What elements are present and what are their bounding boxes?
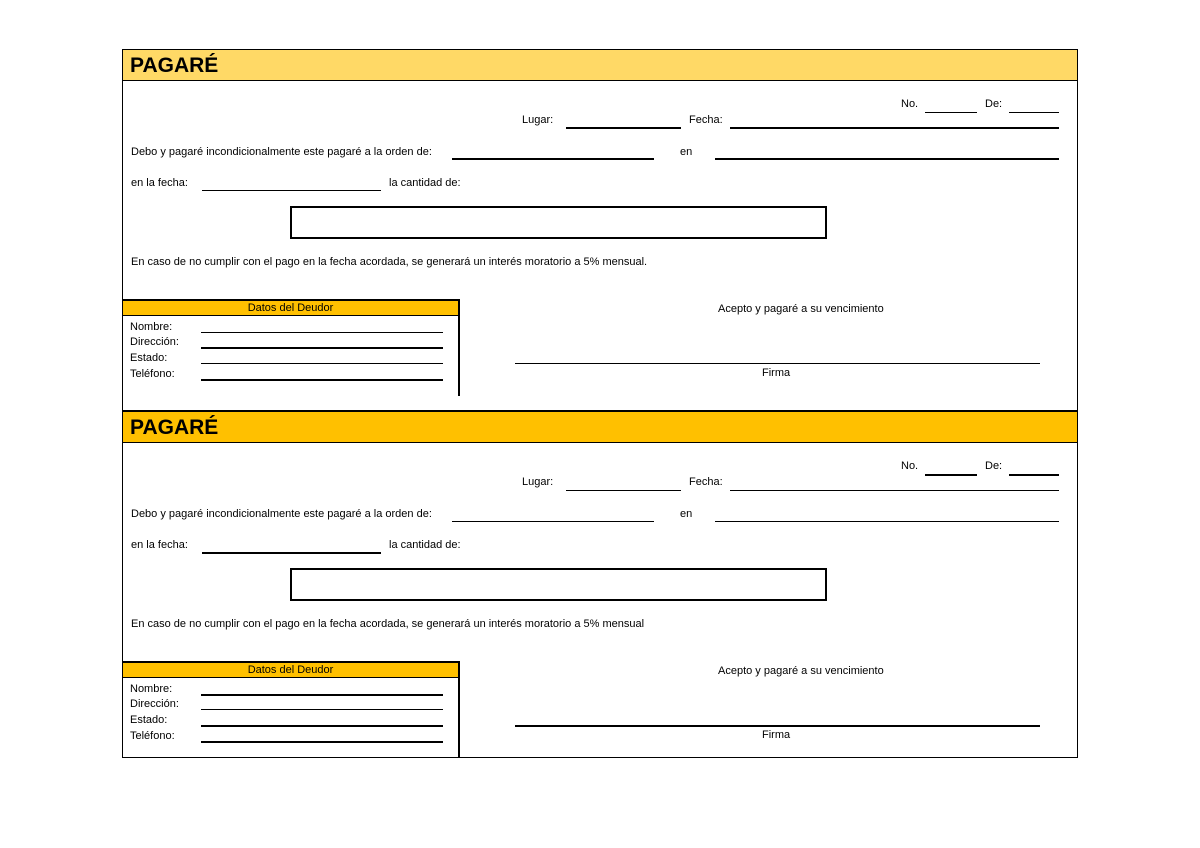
cantidad-box[interactable] xyxy=(290,206,827,239)
estado-field[interactable] xyxy=(201,363,443,364)
nombre-field[interactable] xyxy=(201,332,443,333)
deudor-title: Datos del Deudor xyxy=(123,301,458,316)
no-field[interactable] xyxy=(925,474,977,476)
cantidad-label: la cantidad de: xyxy=(389,539,461,551)
en-label: en xyxy=(680,508,693,520)
pagare-note-2 xyxy=(122,411,1078,758)
de-field[interactable] xyxy=(1009,112,1059,113)
en-la-fecha-field[interactable] xyxy=(202,190,381,191)
firma-label: Firma xyxy=(762,367,791,379)
direccion-label: Dirección: xyxy=(130,698,179,710)
acepto-text: Acepto y pagaré a su vencimiento xyxy=(718,303,884,315)
firma-line[interactable] xyxy=(515,725,1040,727)
nombre-label: Nombre: xyxy=(130,683,173,695)
lugar-field[interactable] xyxy=(566,127,681,129)
de-label: De: xyxy=(985,98,1003,110)
lugar-label: Lugar: xyxy=(522,476,554,488)
en-la-fecha-label: en la fecha: xyxy=(131,539,188,551)
cantidad-box[interactable] xyxy=(290,568,827,601)
cantidad-label: la cantidad de: xyxy=(389,177,461,189)
deudor-section xyxy=(123,661,460,758)
fecha-label: Fecha: xyxy=(689,114,723,126)
en-field[interactable] xyxy=(715,158,1059,160)
estado-field[interactable] xyxy=(201,725,443,727)
pagare-note-1 xyxy=(122,49,1078,411)
orden-text: Debo y pagaré incondicionalmente este pagaré a la orden de: xyxy=(131,146,432,158)
en-label: en xyxy=(680,146,693,158)
lugar-field[interactable] xyxy=(566,490,681,491)
interes-text: En caso de no cumplir con el pago en la fecha acordada, se generará un interés moratorio a 5% mensual. xyxy=(131,256,648,268)
acepto-text: Acepto y pagaré a su vencimiento xyxy=(718,665,884,677)
no-field[interactable] xyxy=(925,112,977,113)
orden-field[interactable] xyxy=(452,521,654,522)
fecha-field[interactable] xyxy=(730,490,1059,491)
orden-field[interactable] xyxy=(452,158,654,160)
no-label: No. xyxy=(901,98,919,110)
en-field[interactable] xyxy=(715,521,1059,522)
de-label: De: xyxy=(985,460,1003,472)
en-la-fecha-field[interactable] xyxy=(202,552,381,554)
firma-line[interactable] xyxy=(515,363,1040,364)
fecha-field[interactable] xyxy=(730,127,1059,129)
telefono-field[interactable] xyxy=(201,379,443,381)
nombre-label: Nombre: xyxy=(130,321,173,333)
lugar-label: Lugar: xyxy=(522,114,554,126)
pagare-title: PAGARÉ xyxy=(123,50,1077,81)
nombre-field[interactable] xyxy=(201,694,443,696)
orden-text: Debo y pagaré incondicionalmente este pagaré a la orden de: xyxy=(131,508,432,520)
direccion-label: Dirección: xyxy=(130,336,179,348)
telefono-label: Teléfono: xyxy=(130,368,175,380)
firma-label: Firma xyxy=(762,729,791,741)
deudor-section xyxy=(123,299,460,396)
deudor-title: Datos del Deudor xyxy=(123,663,458,678)
estado-label: Estado: xyxy=(130,714,168,726)
fecha-label: Fecha: xyxy=(689,476,723,488)
direccion-field[interactable] xyxy=(201,709,443,710)
pagare-title: PAGARÉ xyxy=(123,412,1077,443)
en-la-fecha-label: en la fecha: xyxy=(131,177,188,189)
no-label: No. xyxy=(901,460,919,472)
estado-label: Estado: xyxy=(130,352,168,364)
direccion-field[interactable] xyxy=(201,347,443,349)
telefono-label: Teléfono: xyxy=(130,730,175,742)
interes-text: En caso de no cumplir con el pago en la fecha acordada, se generará un interés moratorio a 5% mensual xyxy=(131,618,645,630)
de-field[interactable] xyxy=(1009,474,1059,476)
telefono-field[interactable] xyxy=(201,741,443,743)
